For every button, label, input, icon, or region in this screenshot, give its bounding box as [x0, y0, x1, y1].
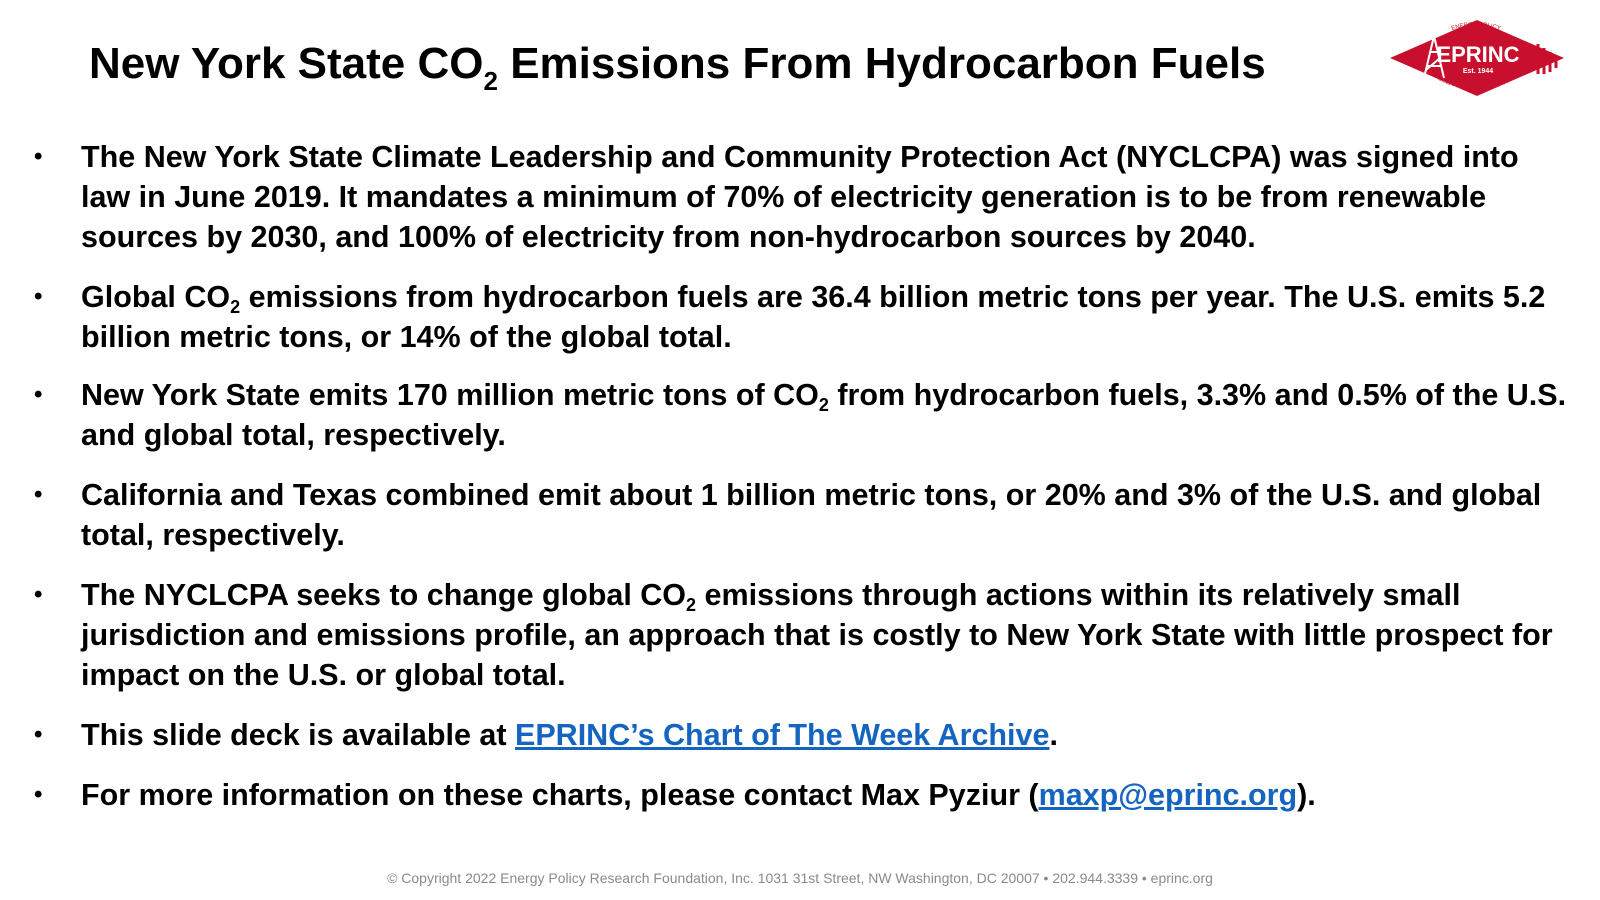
bullet-text-post: from hydrocarbon fuels, 3.3% and 0.5% of the U.S. and global total, respectively.	[81, 378, 1567, 452]
bullet-text-pre: The NYCLCPA seeks to change global CO	[81, 578, 687, 612]
bullet-item-archive	[34, 715, 1574, 755]
bullet-item-ca-tx	[34, 475, 1574, 555]
bullet-dot-icon: •	[34, 381, 43, 408]
bullet-item-contact	[34, 775, 1574, 815]
bullet-dot-icon: •	[34, 143, 43, 170]
bullet-text-post: .	[1049, 718, 1058, 752]
bullet-text-post: emissions through actions within its relatively small jurisdiction and emissions profile, an approach that is costly to New York State with little prospect for impact on the U.S. or global total.	[81, 578, 1553, 692]
slide-title	[89, 36, 1266, 96]
bullet-item-nys-emissions	[34, 375, 1574, 455]
bullet-subscript: 2	[818, 395, 829, 415]
title-suffix: Emissions From Hydrocarbon Fuels	[497, 39, 1266, 88]
logo-arc-top: ENERGY POLICY	[1450, 21, 1502, 33]
bullet-dot-icon: •	[34, 721, 43, 748]
copyright-footer: © Copyright 2022 Energy Policy Research Foundation, Inc. 1031 31st Street, NW Washington, DC 20007 • 202.944.3339 • eprinc.org	[387, 870, 1213, 886]
bullet-dot-icon: •	[34, 283, 43, 310]
bullet-dot-icon: •	[34, 781, 43, 808]
bullet-list	[34, 137, 1574, 815]
logo-arc-bottom: RESEARCH FOUNDATION INC.	[1433, 74, 1519, 93]
logo-est: Est. 1944	[1462, 68, 1494, 75]
title-prefix: New York State CO	[89, 39, 484, 88]
bullet-text-pre: This slide deck is available at	[81, 718, 515, 752]
bullet-text-pre: Global CO	[81, 280, 231, 314]
bullet-text-post: emissions from hydrocarbon fuels are 36.4 billion metric tons per year. The U.S. emits 5.2 billion metric tons, or 14% of the global total.	[81, 280, 1546, 354]
bullet-text-post: ).	[1297, 778, 1316, 812]
bullet-item-nyclcpa	[34, 137, 1574, 257]
bullet-dot-icon: •	[34, 581, 43, 608]
title-subscript: 2	[483, 66, 498, 96]
bullet-subscript: 2	[686, 595, 697, 615]
archive-link[interactable]: EPRINC’s Chart of The Week Archive	[515, 718, 1050, 752]
bullet-dot-icon: •	[34, 481, 43, 508]
bullet-item-nyclcpa-approach	[34, 575, 1574, 695]
bullet-item-global-emissions	[34, 277, 1574, 357]
email-link[interactable]: maxp@eprinc.org	[1038, 778, 1298, 812]
bullet-text: California and Texas combined emit about 1 billion metric tons, or 20% and 3% of the U.S. and global total, respectively.	[81, 478, 1542, 552]
bullet-text-pre: For more information on these charts, please contact Max Pyziur (	[81, 778, 1039, 812]
bullet-subscript: 2	[230, 297, 241, 317]
eprinc-logo	[1386, 14, 1568, 100]
bullet-text-pre: New York State emits 170 million metric tons of CO	[81, 378, 819, 412]
logo-wordmark: EPRINC	[1436, 42, 1520, 67]
bullet-text: The New York State Climate Leadership and Community Protection Act (NYCLCPA) was signed into law in June 2019. It mandates a minimum of 70% of electricity generation is to be from renewable sources by 2030, and 100% of electricity from non-hydrocarbon sources by 2040.	[81, 140, 1519, 254]
